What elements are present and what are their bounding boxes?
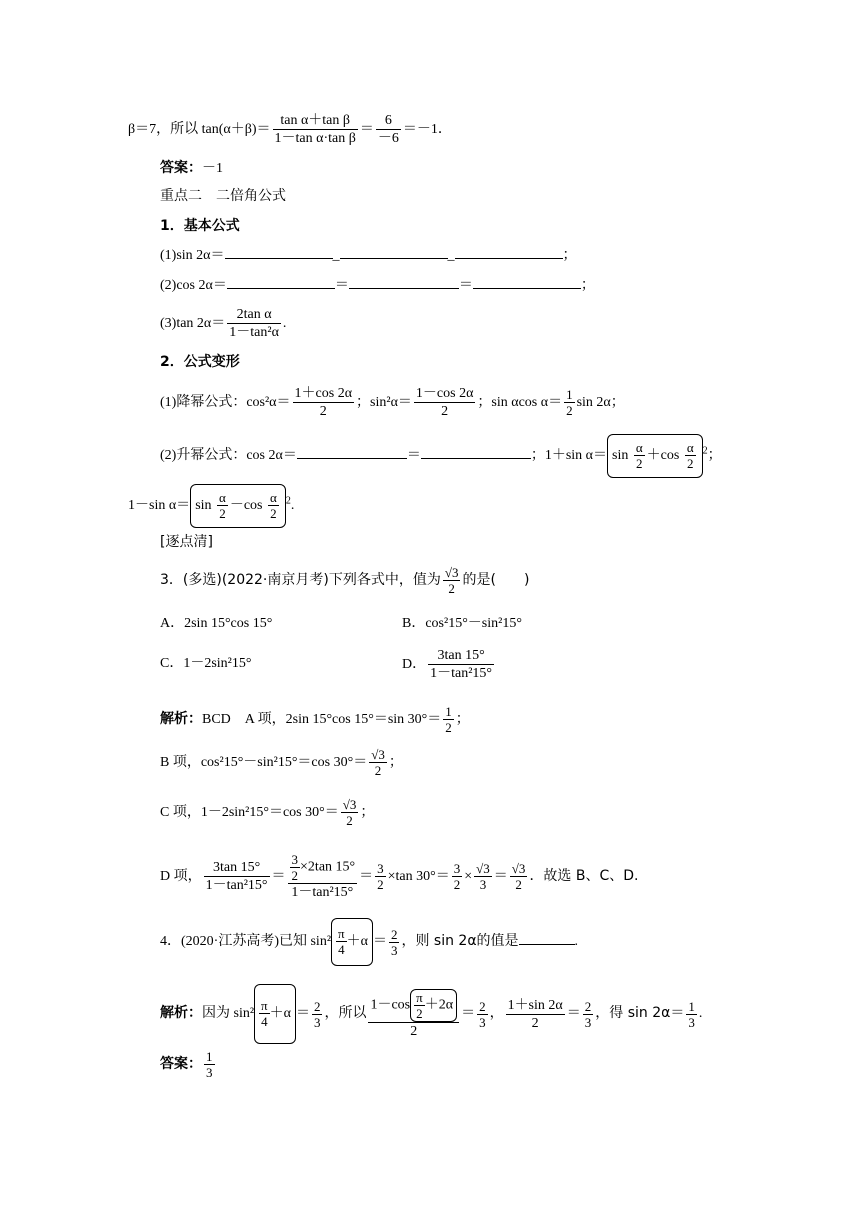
- subheading-formula-variants: 2．公式变形: [160, 354, 240, 370]
- blank[interactable]: [455, 246, 563, 259]
- solution-b: B 项，cos²15°－sin²15°＝cos 30°＝ $\frac{√3}{2}$ ；: [160, 747, 403, 779]
- power-reduction-formulas: (1)降幂公式：cos²α＝ $\frac{1+\cos 2\alpha}{2}$ ；sin²α＝ $\frac{1-\cos 2\alpha}{2}$ ；sin αcos α＝ $\frac{1}{2}$ sin 2α；: [160, 386, 625, 420]
- fraction: $\frac{1}{2}$: [566, 387, 573, 419]
- solution-label: 解析：: [160, 711, 202, 727]
- compound-fraction: 1－cos $\frac{\pi}{2}$ ＋2α 2: [368, 989, 459, 1040]
- blank[interactable]: [225, 246, 333, 259]
- solution-label: 解析：: [160, 1005, 202, 1022]
- fraction: $\frac{1-\cos 2\alpha}{2}$: [415, 386, 474, 420]
- fraction: $\frac{3\tan 15^\circ}{\text{1－tan²15°}}$: [430, 648, 493, 682]
- fraction: $\frac{6}{-6}$: [377, 113, 399, 147]
- blank[interactable]: [349, 276, 459, 289]
- power-raising-formulas: (2)升幂公式：cos 2α＝ ＝ ；1＋sin α＝ sin $\frac{\alpha}{2}$ ＋cos $\frac{\alpha}{2}$ $^2$；: [160, 434, 722, 474]
- question-4: 4．(2020·江苏高考)已知 sin² $\frac{\pi}{4}$ ＋α ＝ $\frac{2}{3}$ ，则 sin 2α的值是 .: [160, 918, 578, 962]
- subheading-basic-formulas: 1．基本公式: [160, 218, 240, 234]
- parenthesis-group: $\frac{\pi}{4}$ ＋α: [254, 984, 296, 1044]
- formula-cos2a: (2)cos 2α＝ ＝ ＝ ；: [160, 278, 595, 293]
- parenthesis-group: sin $\frac{\alpha}{2}$ ＋cos $\frac{\alpha}{2}$: [607, 434, 703, 478]
- fraction: $\frac{1+\cos 2\alpha}{2}$: [294, 386, 353, 420]
- option-c[interactable]: C．1－2sin²15°: [160, 656, 252, 671]
- fraction: $\frac{√3}{2}$: [444, 564, 459, 596]
- answer-blank[interactable]: [519, 932, 575, 945]
- question-3: 3．(多选)(2022·南京月考)下列各式中，值为 $\frac{√3}{2}$ 的是( ): [160, 564, 530, 596]
- fraction: $\frac{√3}{2}$: [371, 747, 385, 779]
- solution-a: 解析：BCD A 项，2sin 15°cos 15°＝sin 30°＝ $\frac{1}{2}$ ；: [160, 704, 470, 736]
- fraction: $\frac{√3}{2}$: [342, 797, 357, 829]
- fraction: $\frac{\text{tan α＋tan β}}{\text{1－tan α·tan β}}$: [274, 113, 356, 147]
- answer-label: 答案：: [160, 160, 202, 176]
- text: β＝7，所以 tan(α＋β)＝: [128, 122, 271, 137]
- blank[interactable]: [227, 276, 335, 289]
- blank[interactable]: [340, 246, 448, 259]
- section-heading: 重点二 二倍角公式: [160, 188, 286, 204]
- practice-heading: [逐点清]: [160, 534, 213, 550]
- answer-line: [160, 158, 223, 178]
- fraction: $\frac{\text{2tan α}}{\text{1－tan²α}}$: [229, 307, 279, 341]
- parenthesis-group: $\frac{\pi}{4}$ ＋α: [331, 918, 373, 966]
- solution-c: C 项，1－2sin²15°＝cos 30°＝ $\frac{√3}{2}$ ；: [160, 797, 375, 829]
- solution-d: D 项， $\frac{3\tan 15^\circ}{\text{1－tan²15°}}$ ＝ $\frac{3}{2}$ ×2tan 15° 1－tan²15° ＝ $\frac{3}{2}$ ×tan 30°＝ $\frac{3}{2}$ × $\frac{√3}{3}$ ＝ $\frac{√3}{2}$ ．故选 B、C、D.: [160, 852, 639, 901]
- solution-q4: 解析：因为 sin² $\frac{\pi}{4}$ ＋α ＝ $\frac{2}{3}$ ，所以 1－cos $\frac{\pi}{2}$ ＋2α 2 ＝ $\frac{2}{3}$ ， $\frac{1+\sin 2\alpha}{2}$ ＝ $\frac{2}{3}$ ，得 sin 2α＝ $\frac{1}{3}$ .: [160, 984, 702, 1040]
- option-a[interactable]: A．2sin 15°cos 15°: [160, 616, 273, 631]
- fraction: $\frac{1}{3}$: [206, 1049, 213, 1081]
- fraction: $\frac{2}{3}$: [390, 926, 398, 958]
- blank[interactable]: [473, 276, 581, 289]
- answer-value: －1: [202, 161, 223, 176]
- blank[interactable]: [421, 446, 531, 459]
- power-raising-formula-2: 1－sin α＝ sin $\frac{\alpha}{2}$ －cos $\frac{\alpha}{2}$ $^2$.: [128, 484, 294, 524]
- answer-label: 答案：: [160, 1056, 202, 1072]
- compound-fraction: $\frac{3}{2}$ ×2tan 15° 1－tan²15°: [288, 852, 358, 901]
- formula-tan2a: (3)tan 2α＝ $\frac{\text{2tan α}}{\text{1－tan²α}}$ .: [160, 307, 287, 341]
- option-d[interactable]: D． $\frac{3\tan 15^\circ}{\text{1－tan²15°}}$: [402, 648, 493, 682]
- intro-line: β＝7，所以 tan(α＋β)＝ $\frac{\text{tan α＋tan β}}{\text{1－tan α·tan β}}$ ＝ $\frac{6}{-6}$ ＝－1．: [128, 113, 452, 147]
- fraction: $\frac{3\tan 15^\circ}{\text{1－tan²15°}}$: [205, 860, 268, 894]
- parenthesis-group: sin $\frac{\alpha}{2}$ －cos $\frac{\alpha}{2}$: [190, 484, 286, 528]
- fraction: $\frac{1}{2}$: [445, 704, 452, 736]
- blank[interactable]: [297, 446, 407, 459]
- formula-sin2a: (1)sin 2α＝ _ _ ；: [160, 248, 577, 263]
- final-answer: [160, 1044, 217, 1084]
- option-b[interactable]: B．cos²15°－sin²15°: [402, 616, 522, 631]
